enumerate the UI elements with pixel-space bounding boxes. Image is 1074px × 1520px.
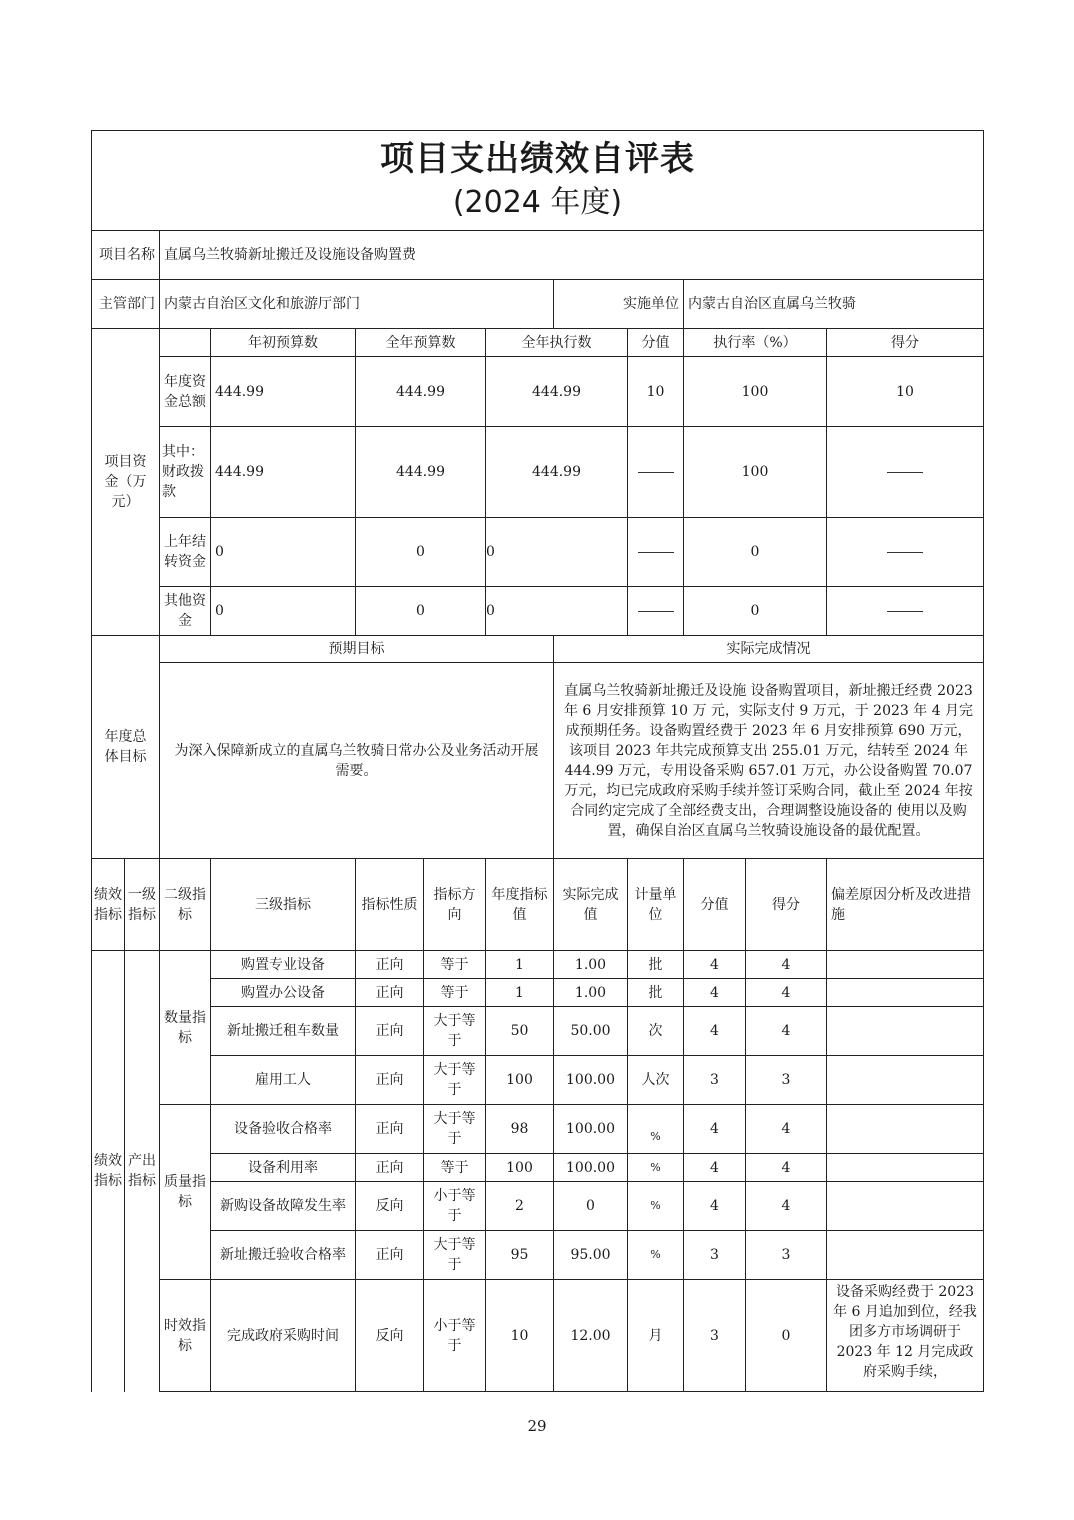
funds-executed: 444.99: [486, 427, 628, 518]
form-title: 项目支出绩效自评表: [380, 138, 695, 179]
level1-label: 产出指标: [125, 951, 160, 1392]
indicator-note: 设备采购经费于 2023 年 6 月追加到位，经我团多方市场调研于 2023 年 12 月完成政府采购手续，: [827, 1280, 984, 1392]
funds-label: 项目资金（万元）: [92, 329, 160, 636]
project-name-label: 项目名称: [92, 231, 160, 280]
indicator-direction: 小于等于: [424, 1280, 486, 1392]
dash-placeholder: [638, 552, 674, 553]
funds-executed: 0: [486, 587, 628, 636]
indicator-weight: 4: [684, 1154, 746, 1182]
indicator-direction: 等于: [424, 979, 486, 1007]
indicator-unit: %: [628, 1231, 684, 1280]
indicator-target: 100: [486, 1056, 554, 1105]
indicator-nature: 正向: [356, 1007, 424, 1056]
indicator-actual: 100.00: [554, 1056, 628, 1105]
indicator-unit: 批: [628, 979, 684, 1007]
funds-initial: 444.99: [211, 357, 356, 427]
funds-row: [92, 427, 984, 518]
indicator-target: 1: [486, 979, 554, 1007]
indicator-nature: 正向: [356, 979, 424, 1007]
funds-header-rate: 执行率（%）: [684, 329, 827, 357]
indicator-direction: 大于等于: [424, 1007, 486, 1056]
indicator-row: [92, 951, 984, 979]
level2-label: 数量指标: [160, 951, 211, 1105]
funds-header-weight: 分值: [628, 329, 684, 357]
actual-completion-header: 实际完成情况: [554, 636, 984, 663]
indicator-row: [92, 1280, 984, 1392]
title-cell: [92, 131, 984, 231]
header-level2: 二级指标: [160, 859, 211, 951]
indicator-actual: 0: [554, 1182, 628, 1231]
expected-goal-text: 为深入保障新成立的直属乌兰牧骑日常办公及业务活动开展需要。: [160, 663, 554, 859]
indicator-name: 设备利用率: [211, 1154, 356, 1182]
dash-placeholder: [638, 472, 674, 473]
funds-annual: 0: [356, 587, 486, 636]
indicator-direction: 小于等于: [424, 1182, 486, 1231]
indicator-direction: 等于: [424, 951, 486, 979]
dash-placeholder: [887, 472, 923, 473]
indicator-note: [827, 1056, 984, 1105]
indicator-actual: 12.00: [554, 1280, 628, 1392]
indicator-weight: 4: [684, 1182, 746, 1231]
funds-weight: 10: [628, 357, 684, 427]
indicator-actual: 95.00: [554, 1231, 628, 1280]
indicator-note: [827, 1007, 984, 1056]
impl-label: 实施单位: [554, 280, 684, 329]
indicator-score: 4: [746, 1182, 827, 1231]
indicator-name: 购置专业设备: [211, 951, 356, 979]
funds-header-score: 得分: [827, 329, 984, 357]
header-level3: 三级指标: [211, 859, 356, 951]
funds-initial: 444.99: [211, 427, 356, 518]
indicator-direction: 等于: [424, 1154, 486, 1182]
performance-self-evaluation-table: [91, 130, 984, 1392]
indicator-actual: 50.00: [554, 1007, 628, 1056]
indicator-nature: 反向: [356, 1280, 424, 1392]
indicator-nature: 正向: [356, 951, 424, 979]
indicator-note: [827, 1105, 984, 1154]
header-weight: 分值: [684, 859, 746, 951]
funds-annual: 444.99: [356, 357, 486, 427]
indicator-row: [92, 979, 984, 1007]
header-score: 得分: [746, 859, 827, 951]
indicator-name: 新址搬迁租车数量: [211, 1007, 356, 1056]
funds-annual: 444.99: [356, 427, 486, 518]
indicator-unit: %: [628, 1154, 684, 1182]
indicator-target: 2: [486, 1182, 554, 1231]
project-name-value: 直属乌兰牧骑新址搬迁及设施设备购置费: [160, 231, 984, 280]
header-direction: 指标方向: [424, 859, 486, 951]
funds-initial: 0: [211, 587, 356, 636]
funds-score: [827, 427, 984, 518]
funds-executed: 444.99: [486, 357, 628, 427]
header-perf: 绩效指标: [92, 859, 125, 951]
indicator-target: 50: [486, 1007, 554, 1056]
dept-label: 主管部门: [92, 280, 160, 329]
funds-row: [92, 357, 984, 427]
funds-rate: 0: [684, 518, 827, 587]
header-unit: 计量单位: [628, 859, 684, 951]
indicator-score: 4: [746, 1105, 827, 1154]
funds-annual: 0: [356, 518, 486, 587]
indicator-nature: 正向: [356, 1231, 424, 1280]
funds-initial: 0: [211, 518, 356, 587]
indicator-target: 100: [486, 1154, 554, 1182]
indicator-score: 4: [746, 979, 827, 1007]
funds-weight: [628, 427, 684, 518]
header-note: 偏差原因分析及改进措施: [827, 859, 984, 951]
funds-score: 10: [827, 357, 984, 427]
indicator-weight: 4: [684, 1105, 746, 1154]
funds-row-label: 年度资金总额: [160, 357, 211, 427]
indicator-name: 设备验收合格率: [211, 1105, 356, 1154]
indicator-unit: %: [628, 1182, 684, 1231]
indicator-row: [92, 1154, 984, 1182]
funds-rate: 100: [684, 427, 827, 518]
dash-placeholder: [887, 611, 923, 612]
indicator-unit: 次: [628, 1007, 684, 1056]
level2-label: 质量指标: [160, 1105, 211, 1280]
indicator-actual: 1.00: [554, 951, 628, 979]
header-nature: 指标性质: [356, 859, 424, 951]
funds-weight: [628, 518, 684, 587]
indicator-name: 新购设备故障发生率: [211, 1182, 356, 1231]
funds-row-label: 上年结转资金: [160, 518, 211, 587]
indicator-nature: 反向: [356, 1182, 424, 1231]
indicator-score: 3: [746, 1056, 827, 1105]
indicator-unit: 批: [628, 951, 684, 979]
indicator-target: 10: [486, 1280, 554, 1392]
indicator-actual: 1.00: [554, 979, 628, 1007]
dash-placeholder: [887, 552, 923, 553]
expected-goal-header: 预期目标: [160, 636, 554, 663]
header-actual: 实际完成值: [554, 859, 628, 951]
indicator-actual: 100.00: [554, 1105, 628, 1154]
indicator-unit: 人次: [628, 1056, 684, 1105]
funds-weight: [628, 587, 684, 636]
indicator-nature: 正向: [356, 1154, 424, 1182]
funds-row-label: 其他资金: [160, 587, 211, 636]
indicator-note: [827, 951, 984, 979]
indicator-score: 0: [746, 1280, 827, 1392]
level2-label: 时效指标: [160, 1280, 211, 1392]
funds-header-initial: 年初预算数: [211, 329, 356, 357]
indicator-target: 95: [486, 1231, 554, 1280]
indicator-weight: 4: [684, 1007, 746, 1056]
funds-score: [827, 587, 984, 636]
indicator-note: [827, 979, 984, 1007]
funds-score: [827, 518, 984, 587]
funds-header-executed: 全年执行数: [486, 329, 628, 357]
actual-completion-text: 直属乌兰牧骑新址搬迁及设施 设备购置项目，新址搬迁经费 2023 年 6 月安排预算 10 万 元，实际支付 9 万元，于 2023 年 4 月完成预期任务。设备购置经费于 2023 年 6 月安排预算 690 万元，该项目 2023 年共完成预算支出 255.01 万元，结转至 2024 年 444.99 万元，专用设备采购 657.01 万元，办公设备购置 70.07 万元，均已完成政府采购手续并签订采购合同，截止至 2024 年按合同约定完成了全部经费支出，合理调整设施设备的 使用以及购置，确保自治区直属乌兰牧骑设施设备的最优配置。: [554, 663, 984, 859]
indicator-nature: 正向: [356, 1105, 424, 1154]
indicator-nature: 正向: [356, 1056, 424, 1105]
funds-row: [92, 518, 984, 587]
indicator-row: [92, 1007, 984, 1056]
indicator-note: [827, 1182, 984, 1231]
indicator-direction: 大于等于: [424, 1231, 486, 1280]
indicator-direction: 大于等于: [424, 1105, 486, 1154]
indicator-weight: 4: [684, 951, 746, 979]
indicator-weight: 3: [684, 1056, 746, 1105]
perf-label: 绩效指标: [92, 951, 125, 1392]
indicator-row: [92, 1182, 984, 1231]
funds-executed: 0: [486, 518, 628, 587]
indicator-unit: 月: [628, 1280, 684, 1392]
indicator-unit: %: [628, 1105, 684, 1154]
indicator-row: [92, 1231, 984, 1280]
indicator-row: [92, 1105, 984, 1154]
indicator-row: [92, 1056, 984, 1105]
indicator-actual: 100.00: [554, 1154, 628, 1182]
funds-row-label: 其中：财政拨款: [160, 427, 211, 518]
annual-goal-label: 年度总体目标: [92, 636, 160, 859]
indicator-score: 4: [746, 951, 827, 979]
indicator-target: 98: [486, 1105, 554, 1154]
funds-header-annual: 全年预算数: [356, 329, 486, 357]
impl-value: 内蒙古自治区直属乌兰牧骑: [684, 280, 984, 329]
indicator-name: 完成政府采购时间: [211, 1280, 356, 1392]
indicator-score: 3: [746, 1231, 827, 1280]
funds-rate: 100: [684, 357, 827, 427]
dept-value: 内蒙古自治区文化和旅游厅部门: [160, 280, 554, 329]
indicator-score: 4: [746, 1154, 827, 1182]
funds-rate: 0: [684, 587, 827, 636]
header-target: 年度指标值: [486, 859, 554, 951]
header-level1: 一级指标: [125, 859, 160, 951]
funds-row: [92, 587, 984, 636]
indicator-weight: 3: [684, 1280, 746, 1392]
dash-placeholder: [638, 611, 674, 612]
indicator-name: 购置办公设备: [211, 979, 356, 1007]
indicator-name: 雇用工人: [211, 1056, 356, 1105]
funds-header-blank: [160, 329, 211, 357]
indicator-direction: 大于等于: [424, 1056, 486, 1105]
indicator-name: 新址搬迁验收合格率: [211, 1231, 356, 1280]
indicator-note: [827, 1231, 984, 1280]
indicator-score: 4: [746, 1007, 827, 1056]
indicator-target: 1: [486, 951, 554, 979]
indicator-weight: 3: [684, 1231, 746, 1280]
form-subtitle: (2024 年度): [452, 184, 623, 220]
indicator-weight: 4: [684, 979, 746, 1007]
page-number: 29: [527, 1417, 547, 1435]
indicator-note: [827, 1154, 984, 1182]
